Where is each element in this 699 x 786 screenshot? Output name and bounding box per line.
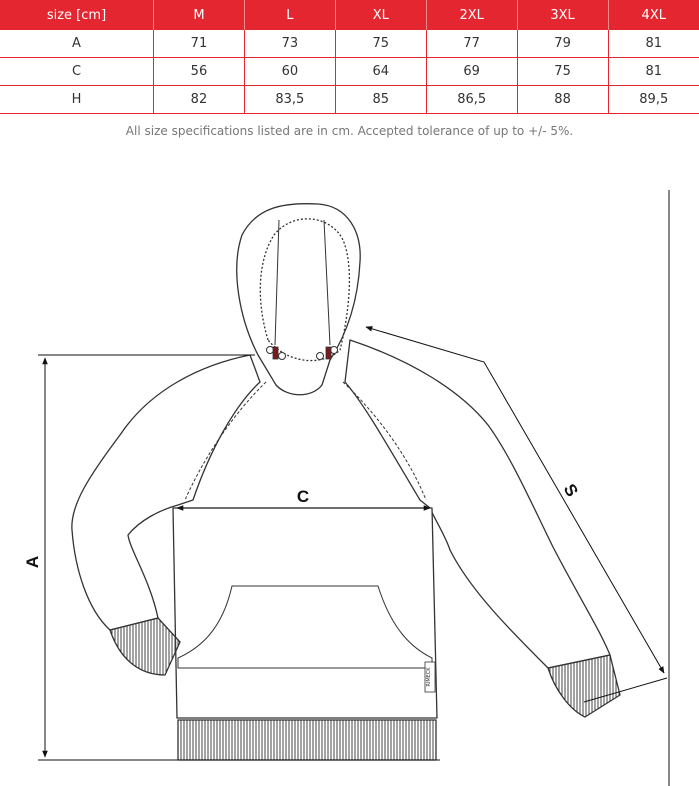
table-cell: 83,5 [244, 86, 335, 114]
table-cell: 77 [426, 30, 517, 58]
table-row [0, 86, 699, 114]
dimension-a-label: A [23, 555, 42, 569]
hood [237, 204, 360, 395]
table-cell: 69 [426, 58, 517, 86]
dimension-s-label: S [559, 480, 582, 500]
drawcord-stopper-right [326, 347, 331, 359]
header-cell: 2XL [426, 0, 517, 30]
dimension-c-label: C [296, 487, 310, 506]
side-tag-text: RIMECK [426, 667, 432, 687]
table-cell: 75 [517, 58, 608, 86]
table-cell: 75 [335, 30, 426, 58]
size-table-header [0, 0, 699, 30]
eyelet-right-inner [331, 347, 338, 354]
eyelet-left-inner [279, 353, 286, 360]
waistband [178, 720, 436, 760]
table-cell: 73 [244, 30, 335, 58]
header-cell: 4XL [608, 0, 699, 30]
table-cell: 85 [335, 86, 426, 114]
table-row [0, 30, 699, 58]
hoodie-technical-drawing [0, 150, 699, 786]
eyelet-left [267, 347, 274, 354]
table-cell: 86,5 [426, 86, 517, 114]
row-label: A [0, 30, 154, 58]
table-cell: 88 [517, 86, 608, 114]
body [173, 508, 437, 718]
header-cell: XL [335, 0, 426, 30]
header-cell: 3XL [517, 0, 608, 30]
size-table [0, 0, 699, 114]
row-label: H [0, 86, 154, 114]
drawcord-stopper-left [273, 347, 278, 359]
table-cell: 71 [154, 30, 245, 58]
table-cell: 81 [608, 58, 699, 86]
table-cell: 89,5 [608, 86, 699, 114]
row-label: C [0, 58, 154, 86]
header-cell: L [244, 0, 335, 30]
table-cell: 79 [517, 30, 608, 58]
table-cell: 60 [244, 58, 335, 86]
table-cell: 56 [154, 58, 245, 86]
table-row [0, 58, 699, 86]
table-cell: 82 [154, 86, 245, 114]
header-cell: size [cm] [0, 0, 154, 30]
eyelet-right [317, 353, 324, 360]
tolerance-note: All size specifications listed are in cm. Accepted tolerance of up to +/- 5%. [125, 124, 574, 138]
table-cell: 64 [335, 58, 426, 86]
table-cell: 81 [608, 30, 699, 58]
header-cell: M [154, 0, 245, 30]
